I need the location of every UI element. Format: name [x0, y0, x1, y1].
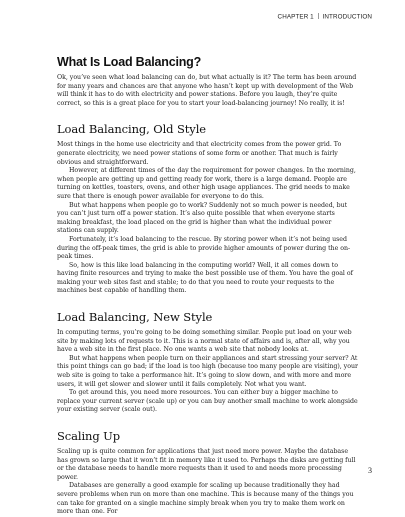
paragraph: Scaling up is quite common for applications that just need more power. Maybe the database has grown so large that it won’t fit in memory like it used to. Perhaps the disks are getting full or the database needs to handle more requests than it used to and needs more processing power.	[57, 448, 356, 481]
paragraph: But what happens when people turn on their appliances and start stressing your server? At this point things can go bad; if the load is too high (because too many people are visiting), your web site is going to take a performance hit. It’s going to slow down, and with more and more users, it will get slower and slower until it fails completely. Not what you want.	[57, 354, 358, 388]
running-header	[278, 13, 372, 21]
running-header-separator	[318, 13, 319, 19]
page-number: 3	[368, 466, 372, 475]
intro-paragraph: Ok, you’ve seen what load balancing can do, but what actually is it? The term has been around for many years and chances are that anyone who hasn’t kept up with development of the Web will think it has to do with electricity and power stations. Before you laugh, they’re quite correct, so this is a great place for you to start your load-balancing journey! No really, it is!	[57, 74, 357, 107]
paragraph: To get around this, you need more resources. You can either buy a bigger machine to replace your current server (scale up) or you can buy another small machine to work alongside your existing server (scale out).	[57, 389, 358, 414]
paragraph: However, at different times of the day the requirement for power changes. In the morning, when people are getting up and getting ready for work, there is a large demand. People are turning on kettles, toasters, ovens, and other high usage appliances. The grid needs to make sure that there is enough power available for everyone to do this.	[57, 167, 356, 200]
paragraph: So, how is this like load balancing in the computing world? Well, it all comes down to having finite resources and trying to make the best possible use of them. You have the goal of making your web sites fast and stable; to do that you need to route your requests to the machines best capable of handling them.	[57, 261, 353, 295]
section-heading-old-style: Load Balancing, Old Style	[57, 122, 206, 137]
paragraph: Databases are generally a good example for scaling up because traditionally they had severe problems when run on more than one machine. This is because many of the things you can take for granted on a single machine simply break when you try to make them work on more than one. For	[57, 482, 354, 516]
paragraph: In computing terms, you’re going to be doing something similar. People put load on your web site by making lots of requests to it. This is a normal state of affairs and is, after all, why you have a web site in the first place. No one wants a web site that nobody looks at.	[57, 329, 352, 354]
section-heading-new-style: Load Balancing, New Style	[57, 310, 213, 325]
chapter-heading: What Is Load Balancing?	[57, 55, 202, 69]
section-heading-scaling-up: Scaling Up	[57, 429, 121, 443]
paragraph: Fortunately, it’s load balancing to the rescue. By storing power when it’s not being used during the off-peak times, the grid is able to provide higher amounts of power during the on-peak times.	[57, 235, 351, 261]
running-header-title: INTRODUCTION	[322, 13, 372, 21]
paragraph: Most things in the home use electricity and that electricity comes from the power grid. To generate electricity, we need power stations of some form or another. That much is fairly obvious and straightforward.	[57, 141, 342, 166]
page-body	[57, 55, 358, 517]
paragraph: But what happens when people go to work? Suddenly not so much power is needed, but you can’t just turn off a power station. It’s also quite possible that when everyone starts making breakfast, the load placed on the grid is higher than what the individual power stations can supply.	[57, 201, 348, 235]
running-header-chapter: CHAPTER 1	[277, 13, 314, 21]
